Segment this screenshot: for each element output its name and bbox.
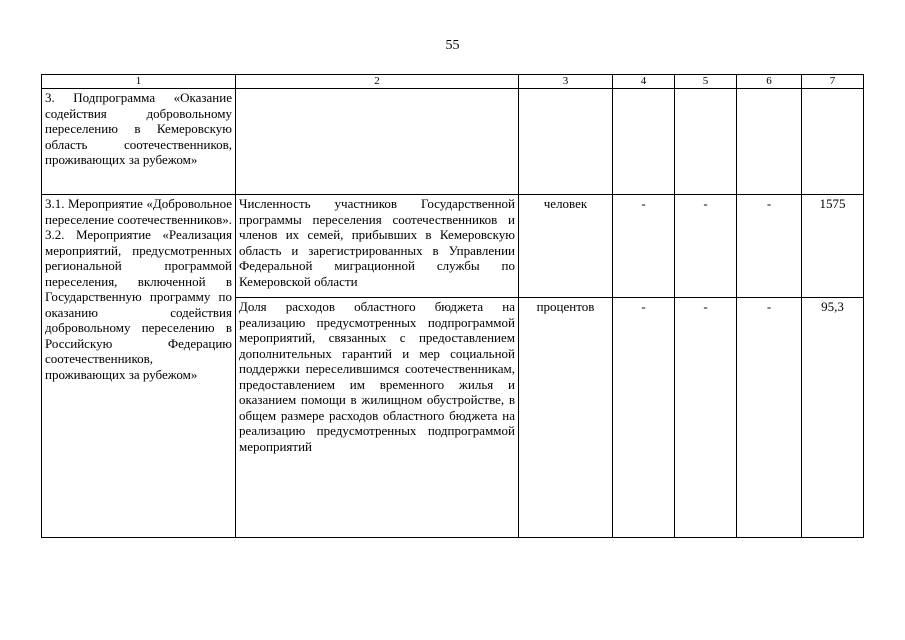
page-number: 55 [445,38,460,53]
value-cell-6: - [737,298,802,538]
indicator-cell: Доля расходов областного бюджета на реализацию предусмотренных подпрограммой мероприятий, связанных с предоставлением дополнительных гарантий и мер социальной поддержки переселившимся соотечественникам, предоставлением им временного жилья и оказанием помощи в жилищном обустройстве, в общем размере расходов областного бюджета на реализацию предусмотренных подпрограммой мероприятий [236,298,519,538]
measures-cell: 3.1. Мероприятие «Добровольное переселение соотечественников». 3.2. Мероприятие «Реализация мероприятий, предусмотренных региональной программой переселения, включенной в Государственную программу по оказанию содействия добровольному переселению в Российскую Федерацию соотечественников, проживающих за рубежом» [42,195,236,538]
value-cell-7: 1575 [802,195,864,298]
value-cell-4: - [613,298,675,538]
header-row [42,75,864,89]
value-cell-5: - [675,298,737,538]
subprogram-title: 3. Подпрограмма «Оказание содействия добровольному переселению в Кемеровскую область соотечественников, проживающих за рубежом» [42,89,236,195]
header-cell: 2 [236,75,519,89]
header-cell: 1 [42,75,236,89]
empty-cell [737,89,802,195]
value-cell-7: 95,3 [802,298,864,538]
value-cell-4: - [613,195,675,298]
unit-cell: процентов [519,298,613,538]
value-cell-5: - [675,195,737,298]
unit-cell: человек [519,195,613,298]
table-row [42,195,864,298]
value-cell-6: - [737,195,802,298]
empty-cell [613,89,675,195]
header-cell: 7 [802,75,864,89]
empty-cell [675,89,737,195]
indicator-cell: Численность участников Государственной программы переселения соотечественников и членов их семей, прибывших в Кемеровскую область и зарегистрированных в Управлении Федеральной миграционной службы по Кемеровской области [236,195,519,298]
header-cell: 4 [613,75,675,89]
indicators-table [41,74,864,538]
empty-cell [519,89,613,195]
header-cell: 5 [675,75,737,89]
empty-cell [802,89,864,195]
header-cell: 3 [519,75,613,89]
subprogram-row [42,89,864,195]
empty-cell [236,89,519,195]
header-cell: 6 [737,75,802,89]
